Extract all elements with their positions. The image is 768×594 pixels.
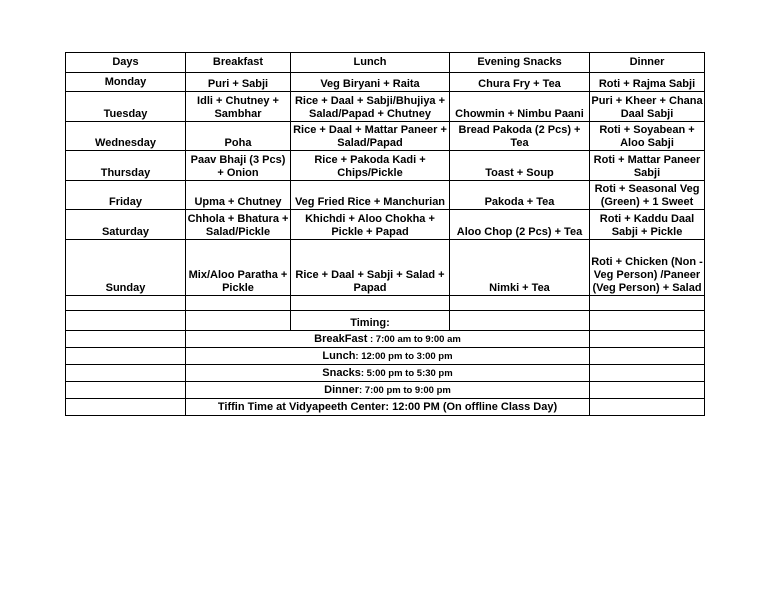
snacks-cell: Aloo Chop (2 Pcs) + Tea (450, 210, 590, 240)
dinner-cell: Roti + Seasonal Veg (Green) + 1 Sweet (590, 181, 705, 210)
timing-value: : 12:00 pm to 3:00 pm (355, 350, 453, 362)
empty-cell (590, 331, 705, 348)
snacks-cell: Pakoda + Tea (450, 181, 590, 210)
breakfast-cell: Chhola + Bhatura + Salad/Pickle (186, 210, 291, 240)
table-row (66, 181, 705, 210)
lunch-cell: Veg Fried Rice + Manchurian (291, 181, 450, 210)
tiffin-row (66, 399, 705, 416)
timing-label: Snacks (322, 366, 361, 379)
lunch-cell: Veg Biryani + Raita (291, 73, 450, 92)
dinner-cell: Roti + Chicken (Non - Veg Person) /Paneer (Veg Person) + Salad (590, 240, 705, 296)
empty-cell (66, 399, 186, 416)
empty-cell (590, 296, 705, 311)
dinner-cell: Roti + Rajma Sabji (590, 73, 705, 92)
snacks-cell: Toast + Soup (450, 151, 590, 181)
table-row (66, 92, 705, 122)
breakfast-cell: Puri + Sabji (186, 73, 291, 92)
day-cell: Tuesday (66, 92, 186, 122)
empty-cell (66, 296, 186, 311)
lunch-cell: Rice + Daal + Sabji/Bhujiya + Salad/Papad + Chutney (291, 92, 450, 122)
dinner-cell: Puri + Kheer + Chana Daal Sabji (590, 92, 705, 122)
empty-cell (590, 348, 705, 365)
day-cell: Monday (66, 73, 186, 92)
empty-cell (450, 296, 590, 311)
timing-label: Lunch (322, 349, 356, 362)
header-lunch: Lunch (291, 53, 450, 73)
snacks-cell: Chura Fry + Tea (450, 73, 590, 92)
timing-value: : 5:00 pm to 5:30 pm (360, 367, 453, 379)
lunch-cell: Rice + Daal + Sabji + Salad + Papad (291, 240, 450, 296)
table-row (66, 122, 705, 151)
breakfast-cell: Upma + Chutney (186, 181, 291, 210)
day-cell: Friday (66, 181, 186, 210)
timing-label: Dinner (324, 383, 359, 396)
table-row (66, 240, 705, 296)
table-row (66, 210, 705, 240)
header-snacks: Evening Snacks (450, 53, 590, 73)
table-row (66, 73, 705, 92)
empty-cell (66, 331, 186, 348)
lunch-timing (186, 348, 590, 365)
empty-cell (450, 311, 590, 331)
empty-cell (186, 296, 291, 311)
tiffin-timing: Tiffin Time at Vidyapeeth Center: 12:00 PM (On offline Class Day) (186, 399, 590, 416)
breakfast-cell: Poha (186, 122, 291, 151)
breakfast-cell: Mix/Aloo Paratha + Pickle (186, 240, 291, 296)
snacks-cell: Nimki + Tea (450, 240, 590, 296)
timing-label: BreakFast (314, 332, 368, 345)
empty-cell (66, 311, 186, 331)
empty-cell (186, 311, 291, 331)
empty-cell (66, 348, 186, 365)
meal-schedule-table (65, 52, 705, 416)
timing-row (66, 365, 705, 382)
header-row (66, 53, 705, 73)
day-cell: Saturday (66, 210, 186, 240)
empty-cell (590, 311, 705, 331)
header-breakfast: Breakfast (186, 53, 291, 73)
dinner-cell: Roti + Kaddu Daal Sabji + Pickle (590, 210, 705, 240)
empty-cell (590, 399, 705, 416)
lunch-cell: Rice + Pakoda Kadi + Chips/Pickle (291, 151, 450, 181)
empty-cell (590, 382, 705, 399)
day-cell: Thursday (66, 151, 186, 181)
snacks-timing (186, 365, 590, 382)
header-dinner: Dinner (590, 53, 705, 73)
day-cell: Wednesday (66, 122, 186, 151)
day-cell: Sunday (66, 240, 186, 296)
dinner-cell: Roti + Soyabean + Aloo Sabji (590, 122, 705, 151)
table-row (66, 151, 705, 181)
timing-title: Timing: (291, 311, 450, 331)
empty-row (66, 296, 705, 311)
timing-value: : 7:00 am to 9:00 am (367, 333, 461, 345)
empty-cell (66, 382, 186, 399)
timing-row (66, 382, 705, 399)
header-days: Days (66, 53, 186, 73)
lunch-cell: Khichdi + Aloo Chokha + Pickle + Papad (291, 210, 450, 240)
breakfast-timing (186, 331, 590, 348)
empty-cell (291, 296, 450, 311)
snacks-cell: Bread Pakoda (2 Pcs) + Tea (450, 122, 590, 151)
dinner-cell: Roti + Mattar Paneer Sabji (590, 151, 705, 181)
timing-row (66, 348, 705, 365)
breakfast-cell: Idli + Chutney + Sambhar (186, 92, 291, 122)
timing-row (66, 331, 705, 348)
empty-cell (590, 365, 705, 382)
lunch-cell: Rice + Daal + Mattar Paneer + Salad/Papad (291, 122, 450, 151)
dinner-timing (186, 382, 590, 399)
timing-title-row (66, 311, 705, 331)
snacks-cell: Chowmin + Nimbu Paani (450, 92, 590, 122)
breakfast-cell: Paav Bhaji (3 Pcs) + Onion (186, 151, 291, 181)
timing-value: : 7:00 pm to 9:00 pm (358, 384, 451, 396)
empty-cell (66, 365, 186, 382)
